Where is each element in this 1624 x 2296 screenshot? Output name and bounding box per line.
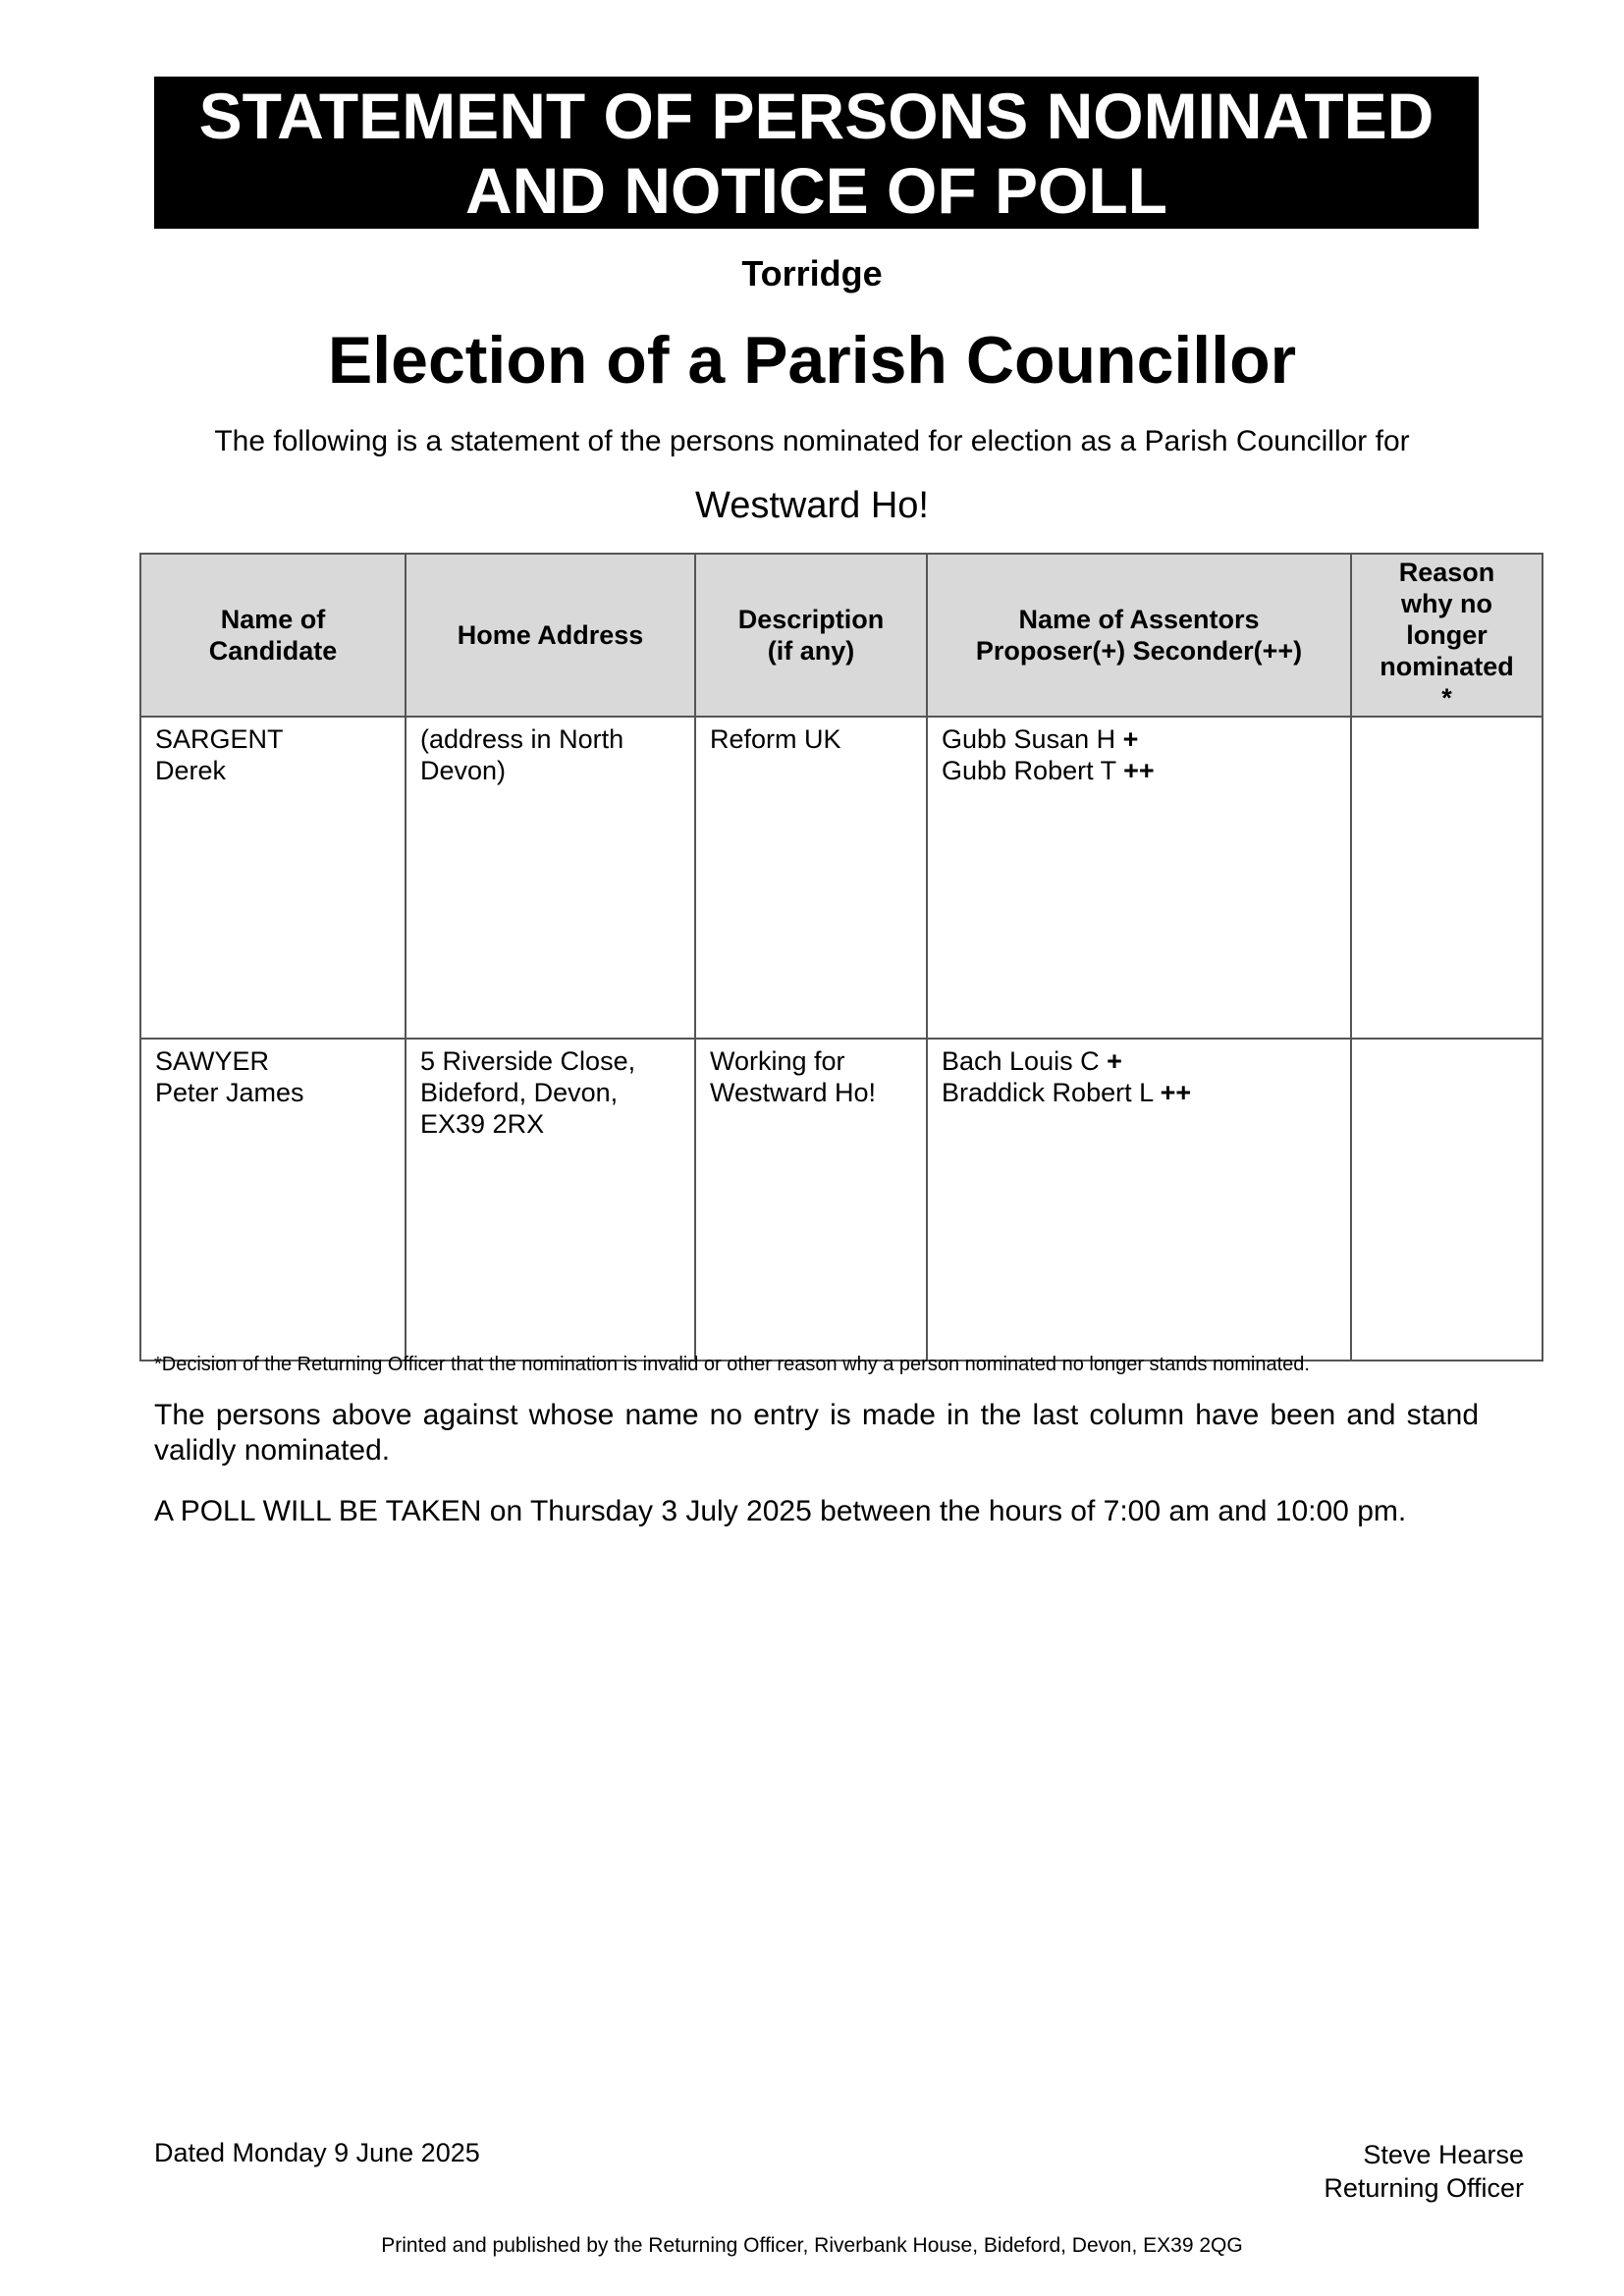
candidate-description: Working for Westward Ho! [695,1039,927,1361]
candidate-address: (address in North Devon) [406,717,695,1039]
table-footnote: *Decision of the Returning Officer that the nomination is invalid or other reason why a person nominated no longer stands nominated. [154,1354,1310,1375]
candidate-assentors [927,717,1351,1039]
candidate-reason [1351,717,1543,1039]
candidate-name: SARGENT Derek [140,717,406,1039]
officer-title: Returning Officer [1324,2173,1524,2203]
candidate-address: 5 Riverside Close, Bideford, Devon, EX39 2RX [406,1039,695,1361]
banner-line-2: AND NOTICE OF POLL [465,153,1167,227]
seconder-line [942,1077,1336,1108]
poll-notice: A POLL WILL BE TAKEN on Thursday 3 July 2025 between the hours of 7:00 am and 10:00 pm. [154,1495,1407,1527]
intro-text: The following is a statement of the persons nominated for election as a Parish Councillor for [214,425,1410,457]
seconder-name: Gubb Robert T [942,756,1116,785]
officer-name: Steve Hearse [1363,2140,1524,2169]
dated-line: Dated Monday 9 June 2025 [154,2138,480,2167]
seconder-line [942,755,1336,786]
proposer-name: Gubb Susan H [942,724,1116,754]
candidate-name: SAWYER Peter James [140,1039,406,1361]
authority-name: Torridge [741,253,883,294]
proposer-marker: + [1122,724,1139,754]
candidate-reason [1351,1039,1543,1361]
area-name: Westward Ho! [695,485,929,526]
proposer-name: Bach Louis C [942,1046,1100,1076]
proposer-line [942,723,1336,755]
election-title: Election of a Parish Councillor [327,323,1297,398]
table-header-row [140,554,1543,717]
proposer-line [942,1045,1336,1077]
header-reason: Reason why no longer nominated * [1351,554,1543,717]
seconder-marker: ++ [1160,1078,1192,1107]
header-home-address: Home Address [406,554,695,717]
notice-banner [154,77,1479,229]
proposer-marker: + [1107,1046,1122,1076]
table-row [140,1039,1543,1361]
nominations-table [139,553,1543,1362]
seconder-name: Braddick Robert L [942,1078,1154,1107]
banner-line-1: STATEMENT OF PERSONS NOMINATED [198,79,1435,152]
returning-officer-signoff [1324,2138,1524,2205]
validly-nominated-statement: The persons above against whose name no entry is made in the last column have been and stand validly nominated. [154,1399,1479,1467]
table-row [140,717,1543,1039]
imprint: Printed and published by the Returning Officer, Riverbank House, Bideford, Devon, EX39 2QG [381,2234,1243,2257]
candidate-assentors [927,1039,1351,1361]
header-description: Description (if any) [695,554,927,717]
header-candidate-name: Name of Candidate [140,554,406,717]
candidate-description: Reform UK [695,717,927,1039]
header-assentors: Name of Assentors Proposer(+) Seconder(++) [927,554,1351,717]
seconder-marker: ++ [1123,756,1155,785]
